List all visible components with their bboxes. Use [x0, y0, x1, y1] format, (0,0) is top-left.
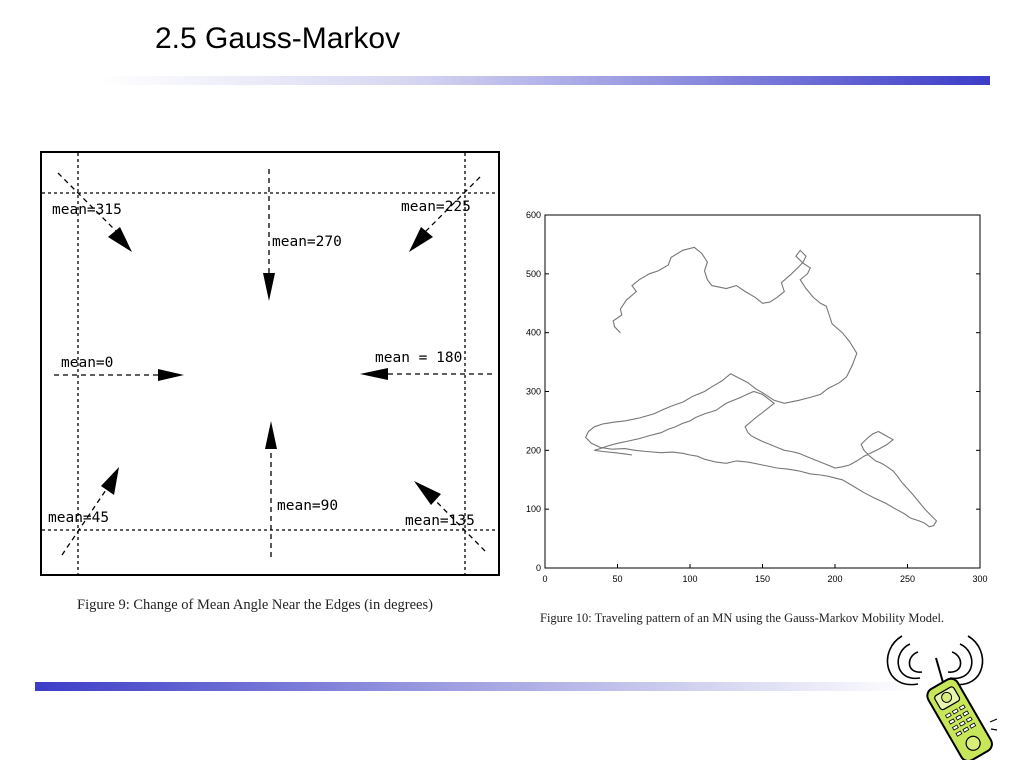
y-tick-label: 400 [525, 327, 541, 338]
slide-title: 2.5 Gauss-Markov [155, 22, 401, 55]
x-tick-label: 0 [542, 574, 548, 584]
figure10-caption: Figure 10: Traveling pattern of an MN using the Gauss-Markov Mobility Model. [540, 611, 945, 625]
y-tick-label: 600 [525, 210, 541, 220]
label-mean-180: mean = 180 [375, 350, 463, 366]
mn-path-line [586, 247, 937, 526]
x-tick-label: 100 [682, 574, 698, 584]
mean-angle-diagram [40, 151, 500, 576]
x-tick-label: 300 [972, 574, 988, 584]
y-tick-label: 300 [525, 386, 541, 397]
y-tick-label: 500 [525, 268, 541, 279]
x-tick-label: 250 [899, 574, 916, 584]
y-tick-label: 200 [525, 445, 541, 456]
figure9-caption: Figure 9: Change of Mean Angle Near the Edges (in degrees) [77, 597, 433, 613]
footer-bar [35, 682, 915, 691]
label-mean-0: mean=0 [61, 355, 114, 371]
label-mean-90: mean=90 [277, 498, 339, 514]
label-mean-45: mean=45 [48, 510, 110, 526]
label-mean-270: mean=270 [272, 234, 342, 250]
label-mean-225: mean=225 [401, 199, 471, 215]
plot-frame [545, 215, 980, 568]
x-tick-label: 50 [612, 574, 623, 584]
traveling-pattern-chart [510, 200, 1000, 600]
label-mean-135: mean=135 [405, 513, 475, 529]
x-tick-label: 200 [827, 574, 843, 584]
title-underline-bar [100, 76, 990, 85]
label-mean-315: mean=315 [52, 202, 122, 218]
y-tick-label: 0 [535, 563, 541, 573]
y-tick-label: 100 [525, 504, 541, 515]
cellphone-clipart-icon [880, 630, 998, 760]
x-tick-label: 150 [754, 574, 771, 584]
